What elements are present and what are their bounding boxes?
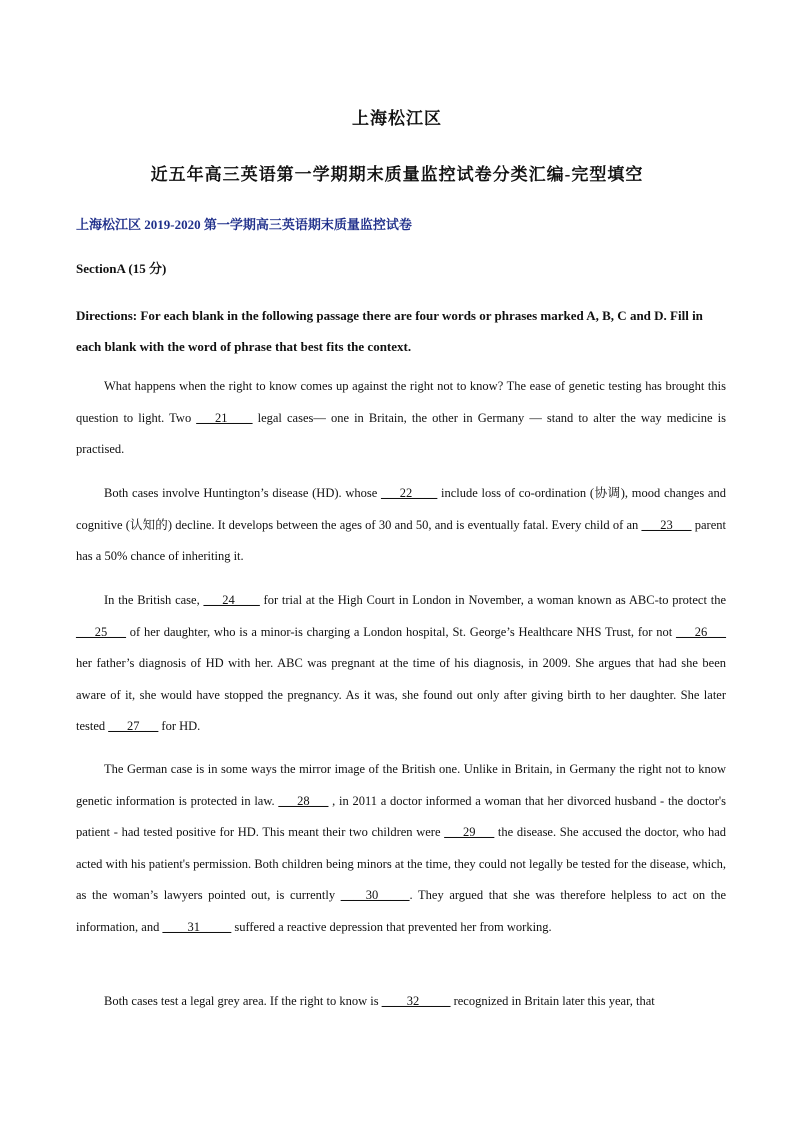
paragraph-text: The German case is in some ways the mirror image of the British one. Unlike in Britain, in Germany the right not to know genetic information is protected in law. bbox=[76, 762, 726, 808]
document-subtitle: 近五年高三英语第一学期期末质量监控试卷分类汇编-完型填空 bbox=[150, 165, 644, 184]
paragraph-text: her father’s diagnosis of HD with her. ABC was pregnant at the time of his diagnosis, in 2009. She argues that had she been aware of it, she would have stopped the pregnancy. As it was, she found out only after giving birth to her daughter. She later tested bbox=[76, 656, 726, 733]
blank-29: ___29___ bbox=[444, 825, 495, 839]
blank-32: ____32_____ bbox=[381, 994, 451, 1008]
paragraph-text: legal cases— one in Britain, the other in Germany — stand to alter the way medicine is practised. bbox=[76, 410, 726, 456]
exam-title: 上海松江区 2019-2020 第一学期高三英语期末质量监控试卷 bbox=[76, 217, 412, 232]
paragraph-text: . They argued that she was therefore helpless to act on the information, and bbox=[76, 888, 726, 934]
blank-28: ___28___ bbox=[278, 793, 329, 808]
blank-30: ____30_____ bbox=[340, 888, 410, 902]
paragraph-text: , in 2011 a doctor informed a woman that her divorced husband - the doctor's patient - had tested positive for HD. This meant their two children were bbox=[76, 793, 726, 839]
paragraph-text: for trial at the High Court in London in November, a woman known as ABC-to protect the bbox=[259, 593, 727, 607]
paragraph-text: parent has a 50% chance of inheriting it. bbox=[76, 517, 726, 563]
paragraph-text: Both cases test a legal grey area. If the right to know is bbox=[104, 994, 382, 1008]
blank-27: ___27___ bbox=[108, 719, 159, 733]
paragraph-4 bbox=[76, 754, 726, 943]
paragraph-text: What happens when the right to know comes up against the right not to know? The ease of genetic testing has brought this question to light. Two bbox=[76, 379, 726, 425]
blank-22: ___22____ bbox=[381, 486, 438, 500]
blank-24: ___24____ bbox=[203, 593, 260, 607]
paragraph-text: include loss of co-ordination (协调), mood changes and cognitive (认知的) decline. It develops between the ages of 30 and 50, and is eventually fatal. Every child of an bbox=[76, 486, 726, 532]
paragraph-text: suffered a reactive depression that prevented her from working. bbox=[231, 919, 552, 934]
blank-21: ___21____ bbox=[196, 410, 253, 425]
document-title: 上海松江区 bbox=[352, 109, 442, 128]
paragraph-text: the disease. She accused the doctor, who had acted with his patient's permission. Both children being minors at the time, they could not legally be tested for the disease, which, as the woman’s lawyers pointed out, is currently bbox=[76, 825, 726, 902]
paragraph-2 bbox=[76, 478, 726, 573]
paragraph-text: for HD. bbox=[158, 719, 201, 733]
blank-25: ___25___ bbox=[76, 624, 126, 639]
paragraph-text: of her daughter, who is a minor-is charging a London hospital, St. George’s Healthcare NHS Trust, for not bbox=[126, 624, 676, 639]
paragraph-3 bbox=[76, 585, 726, 743]
directions: Directions: For each blank in the following passage there are four words or phrases marked A, B, C and D. Fill in each blank with the word of phrase that best fits the context. bbox=[76, 308, 703, 354]
paragraph-5 bbox=[76, 986, 726, 1018]
paragraph-text: In the British case, bbox=[104, 593, 204, 607]
blank-23: ___23___ bbox=[641, 517, 692, 532]
section-heading: SectionA (15 分) bbox=[76, 261, 167, 276]
paragraph-1 bbox=[76, 371, 726, 466]
blank-26: ___26___ bbox=[676, 624, 726, 639]
blank-31: ____31_____ bbox=[162, 919, 232, 934]
paragraph-text: Both cases involve Huntington’s disease (HD). whose bbox=[104, 486, 382, 500]
paragraph-text: recognized in Britain later this year, that bbox=[450, 994, 655, 1008]
